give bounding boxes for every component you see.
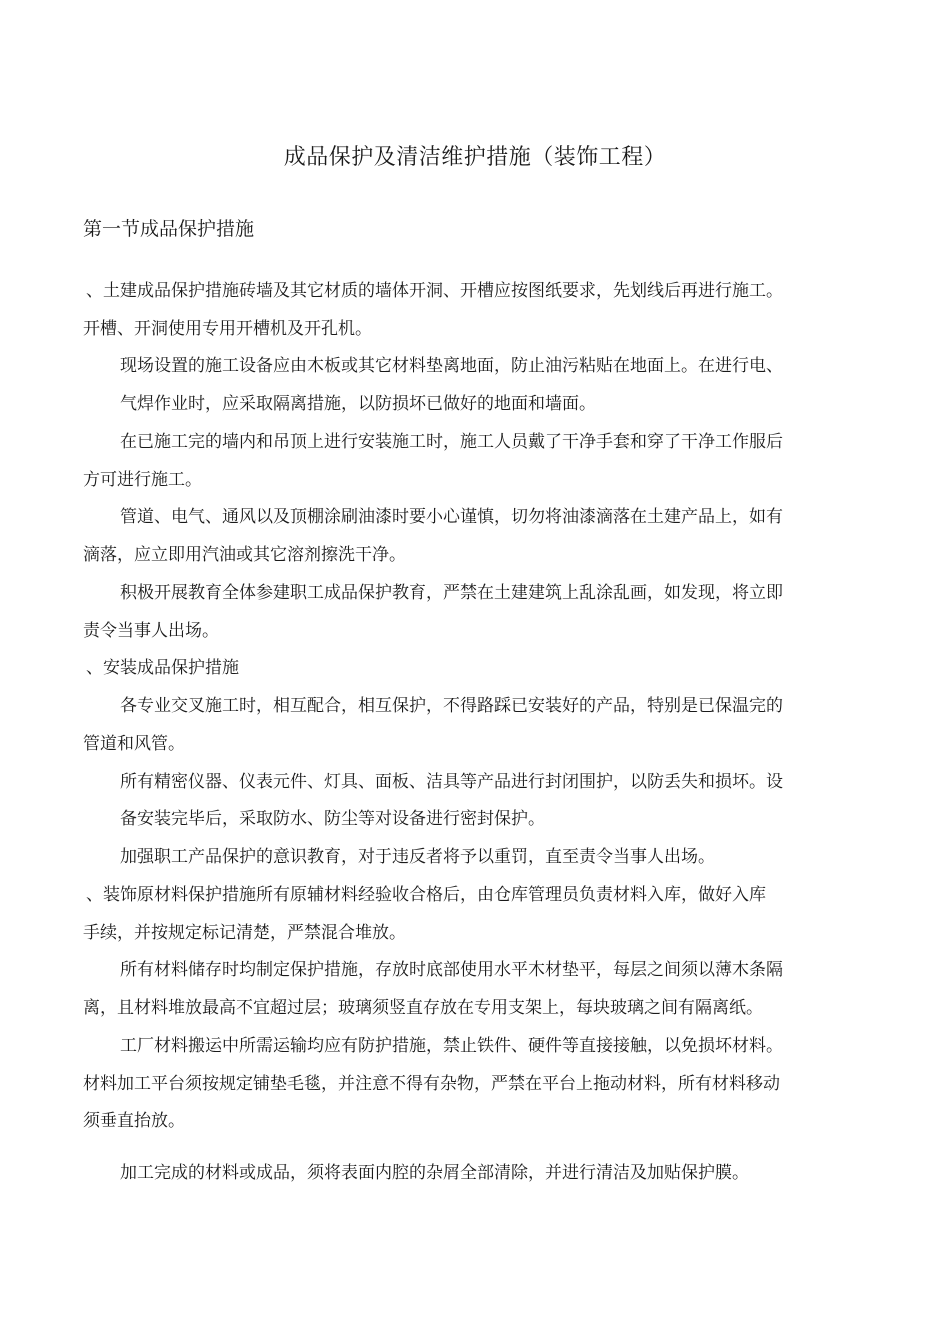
text-line: 离，且材料堆放最高不宜超过层；玻璃须竖直存放在专用支架上，每块玻璃之间有隔离纸。	[83, 998, 763, 1018]
text-line: 方可进行施工。	[83, 470, 202, 490]
text-line: 责令当事人出场。	[83, 621, 219, 641]
text-line: 须垂直抬放。	[83, 1111, 185, 1131]
text-line: 管道和风管。	[83, 734, 185, 754]
text-line: 材料加工平台须按规定铺垫毛毯，并注意不得有杂物，严禁在平台上拖动材料，所有材料移动	[83, 1074, 780, 1094]
text-line: 现场设置的施工设备应由木板或其它材料垫离地面，防止油污粘贴在地面上。在进行电、	[120, 356, 783, 376]
text-line: 管道、电气、通风以及顶棚涂刷油漆时要小心谨慎，切勿将油漆滴落在土建产品上，如有	[120, 507, 783, 527]
document-title: 成品保护及清洁维护措施（装饰工程）	[283, 145, 667, 170]
text-line: 各专业交叉施工时，相互配合，相互保护，不得路踩已安装好的产品，特别是已保温完的	[120, 696, 783, 716]
text-line: 加工完成的材料或成品，须将表面内腔的杂屑全部清除，并进行清洁及加贴保护膜。	[120, 1163, 749, 1183]
text-line: 、土建成品保护措施砖墙及其它材质的墙体开洞、开槽应按图纸要求，先划线后再进行施工。	[86, 281, 783, 301]
text-line: 手续，并按规定标记清楚，严禁混合堆放。	[83, 923, 406, 943]
text-line: 、装饰原材料保护措施所有原辅材料经验收合格后，由仓库管理员负责材料入库，做好入库	[86, 885, 766, 905]
text-line: 工厂材料搬运中所需运输均应有防护措施，禁止铁件、硬件等直接接触，以免损坏材料。	[120, 1036, 783, 1056]
text-line: 开槽、开洞使用专用开槽机及开孔机。	[83, 319, 372, 339]
text-line: 加强职工产品保护的意识教育，对于违反者将予以重罚，直至责令当事人出场。	[120, 847, 715, 867]
text-line: 气焊作业时，应采取隔离措施，以防损坏已做好的地面和墙面。	[120, 394, 596, 414]
text-line: 所有材料储存时均制定保护措施，存放时底部使用水平木材垫平，每层之间须以薄木条隔	[120, 960, 783, 980]
text-line: 在已施工完的墙内和吊顶上进行安装施工时，施工人员戴了干净手套和穿了干净工作服后	[120, 432, 783, 452]
section-heading: 第一节成品保护措施	[83, 218, 255, 240]
text-line: 滴落，应立即用汽油或其它溶剂擦洗干净。	[83, 545, 406, 565]
text-line: 积极开展教育全体参建职工成品保护教育，严禁在土建建筑上乱涂乱画，如发现，将立即	[120, 583, 783, 603]
text-line: 、安装成品保护措施	[86, 658, 239, 678]
text-line: 所有精密仪器、仪表元件、灯具、面板、洁具等产品进行封闭围护，以防丢失和损坏。设	[120, 772, 783, 792]
text-line: 备安装完毕后，采取防水、防尘等对设备进行密封保护。	[120, 809, 545, 829]
